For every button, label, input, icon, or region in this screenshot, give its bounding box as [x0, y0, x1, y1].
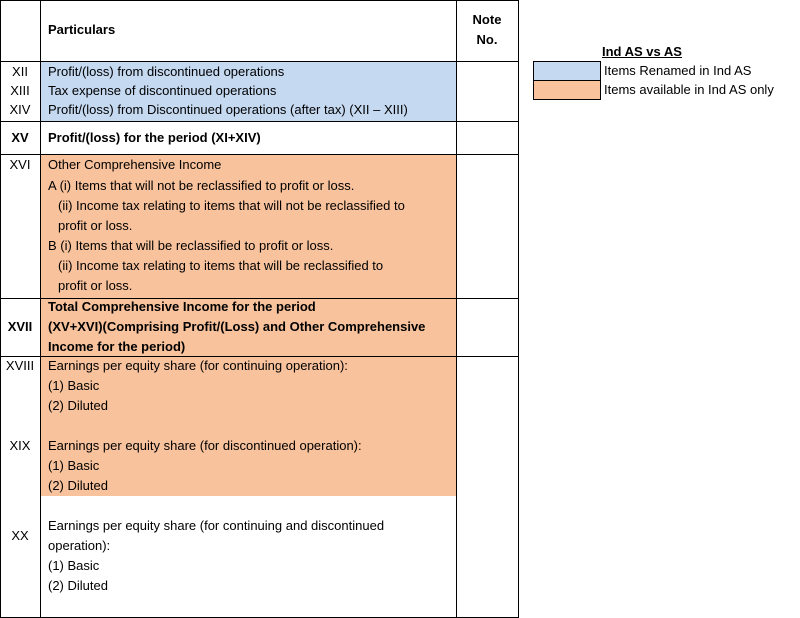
row-particulars: (2) Diluted [48, 398, 108, 413]
column-divider-number [40, 0, 41, 618]
row-particulars: Earnings per equity share (for discontinued operation): [48, 438, 362, 453]
legend-swatch-renamed [533, 61, 601, 81]
row-particulars: Total Comprehensive Income for the period [48, 299, 316, 314]
row-particulars: Profit/(loss) from Discontinued operations (after tax) (XII – XIII) [48, 102, 408, 117]
row-particulars: Profit/(loss) for the period (XI+XIV) [48, 130, 261, 145]
row-particulars: operation): [48, 538, 111, 553]
row-particulars: Tax expense of discontinued operations [48, 83, 277, 98]
row-number: XVIII [5, 358, 35, 373]
ind-as-only-highlight-eps [40, 356, 456, 496]
table-top-border [0, 0, 519, 1]
column-header-particulars: Particulars [48, 22, 116, 37]
row-particulars: profit or loss. [58, 218, 133, 233]
row-particulars: profit or loss. [58, 278, 133, 293]
row-particulars: Income for the period) [48, 339, 186, 354]
column-header-note-no: No. [476, 32, 498, 47]
row-particulars: (1) Basic [48, 558, 100, 573]
row-particulars: B (i) Items that will be reclassified to profit or loss. [48, 238, 334, 253]
row-particulars: (1) Basic [48, 458, 100, 473]
row-number: XVII [7, 319, 33, 334]
table-left-border [0, 0, 1, 618]
row-number: XIV [9, 102, 31, 117]
row-particulars: Earnings per equity share (for continuing operation): [48, 358, 348, 373]
row-particulars: (2) Diluted [48, 478, 108, 493]
row-number: XX [11, 528, 29, 543]
row-number: XII [12, 64, 28, 79]
row-number: XIII [10, 83, 30, 98]
legend-label-renamed: Items Renamed in Ind AS [604, 63, 752, 78]
row-particulars: (ii) Income tax relating to items that will not be reclassified to [58, 198, 405, 213]
row-number: XVI [9, 157, 31, 172]
row-particulars: Other Comprehensive Income [48, 157, 222, 172]
column-divider-note [456, 0, 457, 618]
column-header-note: Note [472, 12, 502, 27]
row-particulars: Profit/(loss) from discontinued operations [48, 64, 285, 79]
row-divider [0, 121, 519, 122]
legend-swatch-ind-as-only [533, 80, 601, 100]
row-particulars: (XV+XVI)(Comprising Profit/(Loss) and Other Comprehensive [48, 319, 426, 334]
row-particulars: Earnings per equity share (for continuing and discontinued [48, 518, 385, 533]
row-particulars: (ii) Income tax relating to items that will be reclassified to [58, 258, 384, 273]
table-right-border [518, 0, 519, 618]
row-number: XV [11, 130, 29, 145]
legend-title: Ind AS vs AS [602, 44, 682, 59]
legend-label-ind-as-only: Items available in Ind AS only [604, 82, 774, 97]
row-particulars: (1) Basic [48, 378, 100, 393]
row-particulars: A (i) Items that will not be reclassified to profit or loss. [48, 178, 355, 193]
row-number: XIX [9, 438, 31, 453]
row-particulars: (2) Diluted [48, 578, 108, 593]
